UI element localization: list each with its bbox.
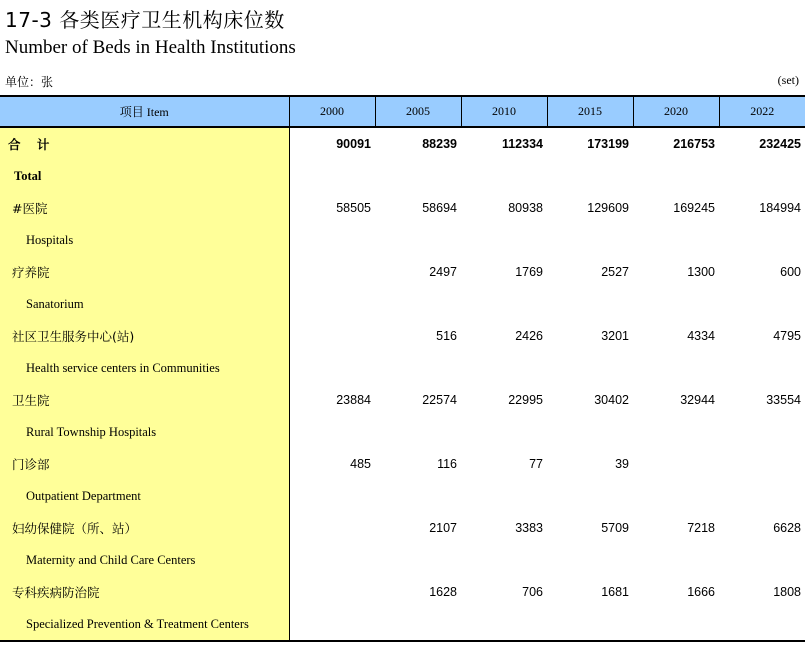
table-cell-empty — [289, 224, 375, 256]
row-label-cn: 专科疾病防治院 — [0, 576, 289, 608]
table-cell-empty — [375, 544, 461, 576]
column-header-year: 2020 — [633, 96, 719, 127]
table-cell-value: 7218 — [687, 521, 715, 535]
table-cell-value: 58505 — [336, 201, 371, 215]
table-cell-empty — [289, 608, 375, 641]
unit-label-cn: 单位：张 — [5, 75, 54, 89]
table-cell-empty — [461, 224, 547, 256]
table-cell-empty — [375, 480, 461, 512]
table-cell-value: 90091 — [336, 137, 371, 151]
table-cell-empty — [719, 288, 805, 320]
table-cell-empty — [375, 160, 461, 192]
table-cell-value — [719, 448, 805, 480]
table-row — [0, 352, 805, 384]
table-cell-empty — [633, 608, 719, 641]
table-cell-value: 1628 — [429, 585, 457, 599]
table-row — [0, 608, 805, 641]
table-cell-empty — [375, 352, 461, 384]
row-label-en: Hospitals — [0, 224, 289, 256]
table-cell-empty — [375, 416, 461, 448]
table-cell-empty — [547, 608, 633, 641]
table-cell-empty — [461, 352, 547, 384]
row-label-cn: 疗养院 — [0, 256, 289, 288]
table-title-en: Number of Beds in Health Institutions — [5, 37, 296, 58]
row-label-en: Sanatorium — [0, 288, 289, 320]
table-row — [0, 127, 805, 160]
table-cell-value — [633, 448, 719, 480]
table-cell-empty — [547, 224, 633, 256]
table-cell-value: 6628 — [773, 521, 801, 535]
unit-label-en: (set) — [777, 73, 799, 87]
table-cell-value: 3201 — [601, 329, 629, 343]
table-cell-empty — [719, 352, 805, 384]
table-row — [0, 576, 805, 608]
table-cell-value: 1808 — [773, 585, 801, 599]
table-cell-value: 2107 — [429, 521, 457, 535]
table-cell-value: 1681 — [601, 585, 629, 599]
table-cell-value: 22574 — [422, 393, 457, 407]
table-cell-value: 2527 — [601, 265, 629, 279]
table-cell-empty — [547, 352, 633, 384]
row-label-cn: 社区卫生服务中心(站) — [0, 320, 289, 352]
table-cell-value: 184994 — [759, 201, 801, 215]
table-title-cn: 17-3 各类医疗卫生机构床位数 — [5, 8, 285, 32]
table-cell-value: 1769 — [515, 265, 543, 279]
table-cell-empty — [289, 352, 375, 384]
table-cell-empty — [547, 480, 633, 512]
table-cell-empty — [461, 416, 547, 448]
table-cell-value: 112334 — [501, 137, 543, 151]
table-cell-empty — [375, 224, 461, 256]
table-cell-empty — [719, 608, 805, 641]
row-label-cn: 合 计 — [0, 127, 289, 160]
table-cell-value: 23884 — [336, 393, 371, 407]
table-row — [0, 544, 805, 576]
table-cell-empty — [289, 288, 375, 320]
table-cell-value: 1666 — [687, 585, 715, 599]
table-cell-value: 5709 — [601, 521, 629, 535]
table-cell-empty — [289, 544, 375, 576]
table-row — [0, 224, 805, 256]
table-cell-value: 485 — [350, 457, 371, 471]
table-row — [0, 448, 805, 480]
row-label-en: Total — [0, 160, 289, 192]
table-cell-empty — [289, 480, 375, 512]
table-row — [0, 480, 805, 512]
column-header-year: 2015 — [547, 96, 633, 127]
table-cell-value: 173199 — [587, 137, 629, 151]
column-header-year: 2022 — [719, 96, 805, 127]
table-cell-empty — [633, 224, 719, 256]
table-cell-empty — [547, 416, 633, 448]
table-cell-empty — [633, 288, 719, 320]
table-row — [0, 192, 805, 224]
row-label-en: Outpatient Department — [0, 480, 289, 512]
table-cell-value: 169245 — [673, 201, 715, 215]
table-cell-value: 129609 — [587, 201, 629, 215]
table-cell-value: 3383 — [515, 521, 543, 535]
table-cell-value: 80938 — [508, 201, 543, 215]
table-cell-empty — [461, 480, 547, 512]
table-cell-value: 516 — [436, 329, 457, 343]
beds-table — [0, 95, 805, 642]
table-cell-value: 4334 — [687, 329, 715, 343]
table-cell-empty — [719, 224, 805, 256]
table-cell-value: 706 — [522, 585, 543, 599]
table-cell-empty — [719, 544, 805, 576]
table-cell-value: 2426 — [515, 329, 543, 343]
column-header-year: 2000 — [289, 96, 375, 127]
table-cell-value: 2497 — [429, 265, 457, 279]
row-label-en: Maternity and Child Care Centers — [0, 544, 289, 576]
table-cell-value: 116 — [437, 457, 457, 471]
table-cell-empty — [633, 160, 719, 192]
table-cell-value — [289, 576, 375, 608]
table-cell-value: 232425 — [759, 137, 801, 151]
table-cell-empty — [719, 160, 805, 192]
table-row — [0, 160, 805, 192]
table-cell-empty — [547, 544, 633, 576]
table-cell-value — [289, 512, 375, 544]
row-label-cn: 卫生院 — [0, 384, 289, 416]
column-header-year: 2010 — [461, 96, 547, 127]
table-cell-value: 216753 — [673, 137, 715, 151]
table-cell-empty — [375, 608, 461, 641]
table-cell-value: 88239 — [422, 137, 457, 151]
table-cell-value: 58694 — [422, 201, 457, 215]
row-label-en: Specialized Prevention & Treatment Centers — [0, 608, 289, 641]
table-cell-empty — [547, 160, 633, 192]
table-cell-value: 32944 — [680, 393, 715, 407]
table-cell-empty — [461, 160, 547, 192]
table-cell-empty — [375, 288, 461, 320]
table-cell-value: 77 — [529, 457, 543, 471]
table-cell-empty — [289, 160, 375, 192]
table-cell-empty — [289, 416, 375, 448]
row-label-cn: 妇幼保健院（所、站） — [0, 512, 289, 544]
row-label-en: Health service centers in Communities — [0, 352, 289, 384]
table-cell-value: 39 — [615, 457, 629, 471]
table-cell-empty — [633, 352, 719, 384]
table-row — [0, 320, 805, 352]
table-header-row — [0, 96, 805, 127]
table-cell-value — [289, 320, 375, 352]
table-cell-value: 30402 — [594, 393, 629, 407]
table-cell-value: 22995 — [508, 393, 543, 407]
table-cell-empty — [461, 608, 547, 641]
column-header-item: 项目 Item — [0, 96, 289, 127]
table-cell-value: 600 — [780, 265, 801, 279]
table-row — [0, 416, 805, 448]
table-row — [0, 288, 805, 320]
row-label-en: Rural Township Hospitals — [0, 416, 289, 448]
table-row — [0, 512, 805, 544]
table-cell-value — [289, 256, 375, 288]
row-label-cn: 门诊部 — [0, 448, 289, 480]
table-cell-empty — [719, 480, 805, 512]
table-cell-value: 4795 — [773, 329, 801, 343]
table-row — [0, 384, 805, 416]
table-cell-value: 1300 — [687, 265, 715, 279]
column-header-year: 2005 — [375, 96, 461, 127]
table-cell-empty — [461, 288, 547, 320]
table-cell-value: 33554 — [766, 393, 801, 407]
table-cell-empty — [547, 288, 633, 320]
table-cell-empty — [633, 416, 719, 448]
table-cell-empty — [633, 544, 719, 576]
table-cell-empty — [461, 544, 547, 576]
row-label-cn: #医院 — [0, 192, 289, 224]
table-row — [0, 256, 805, 288]
table-cell-empty — [719, 416, 805, 448]
table-cell-empty — [633, 480, 719, 512]
